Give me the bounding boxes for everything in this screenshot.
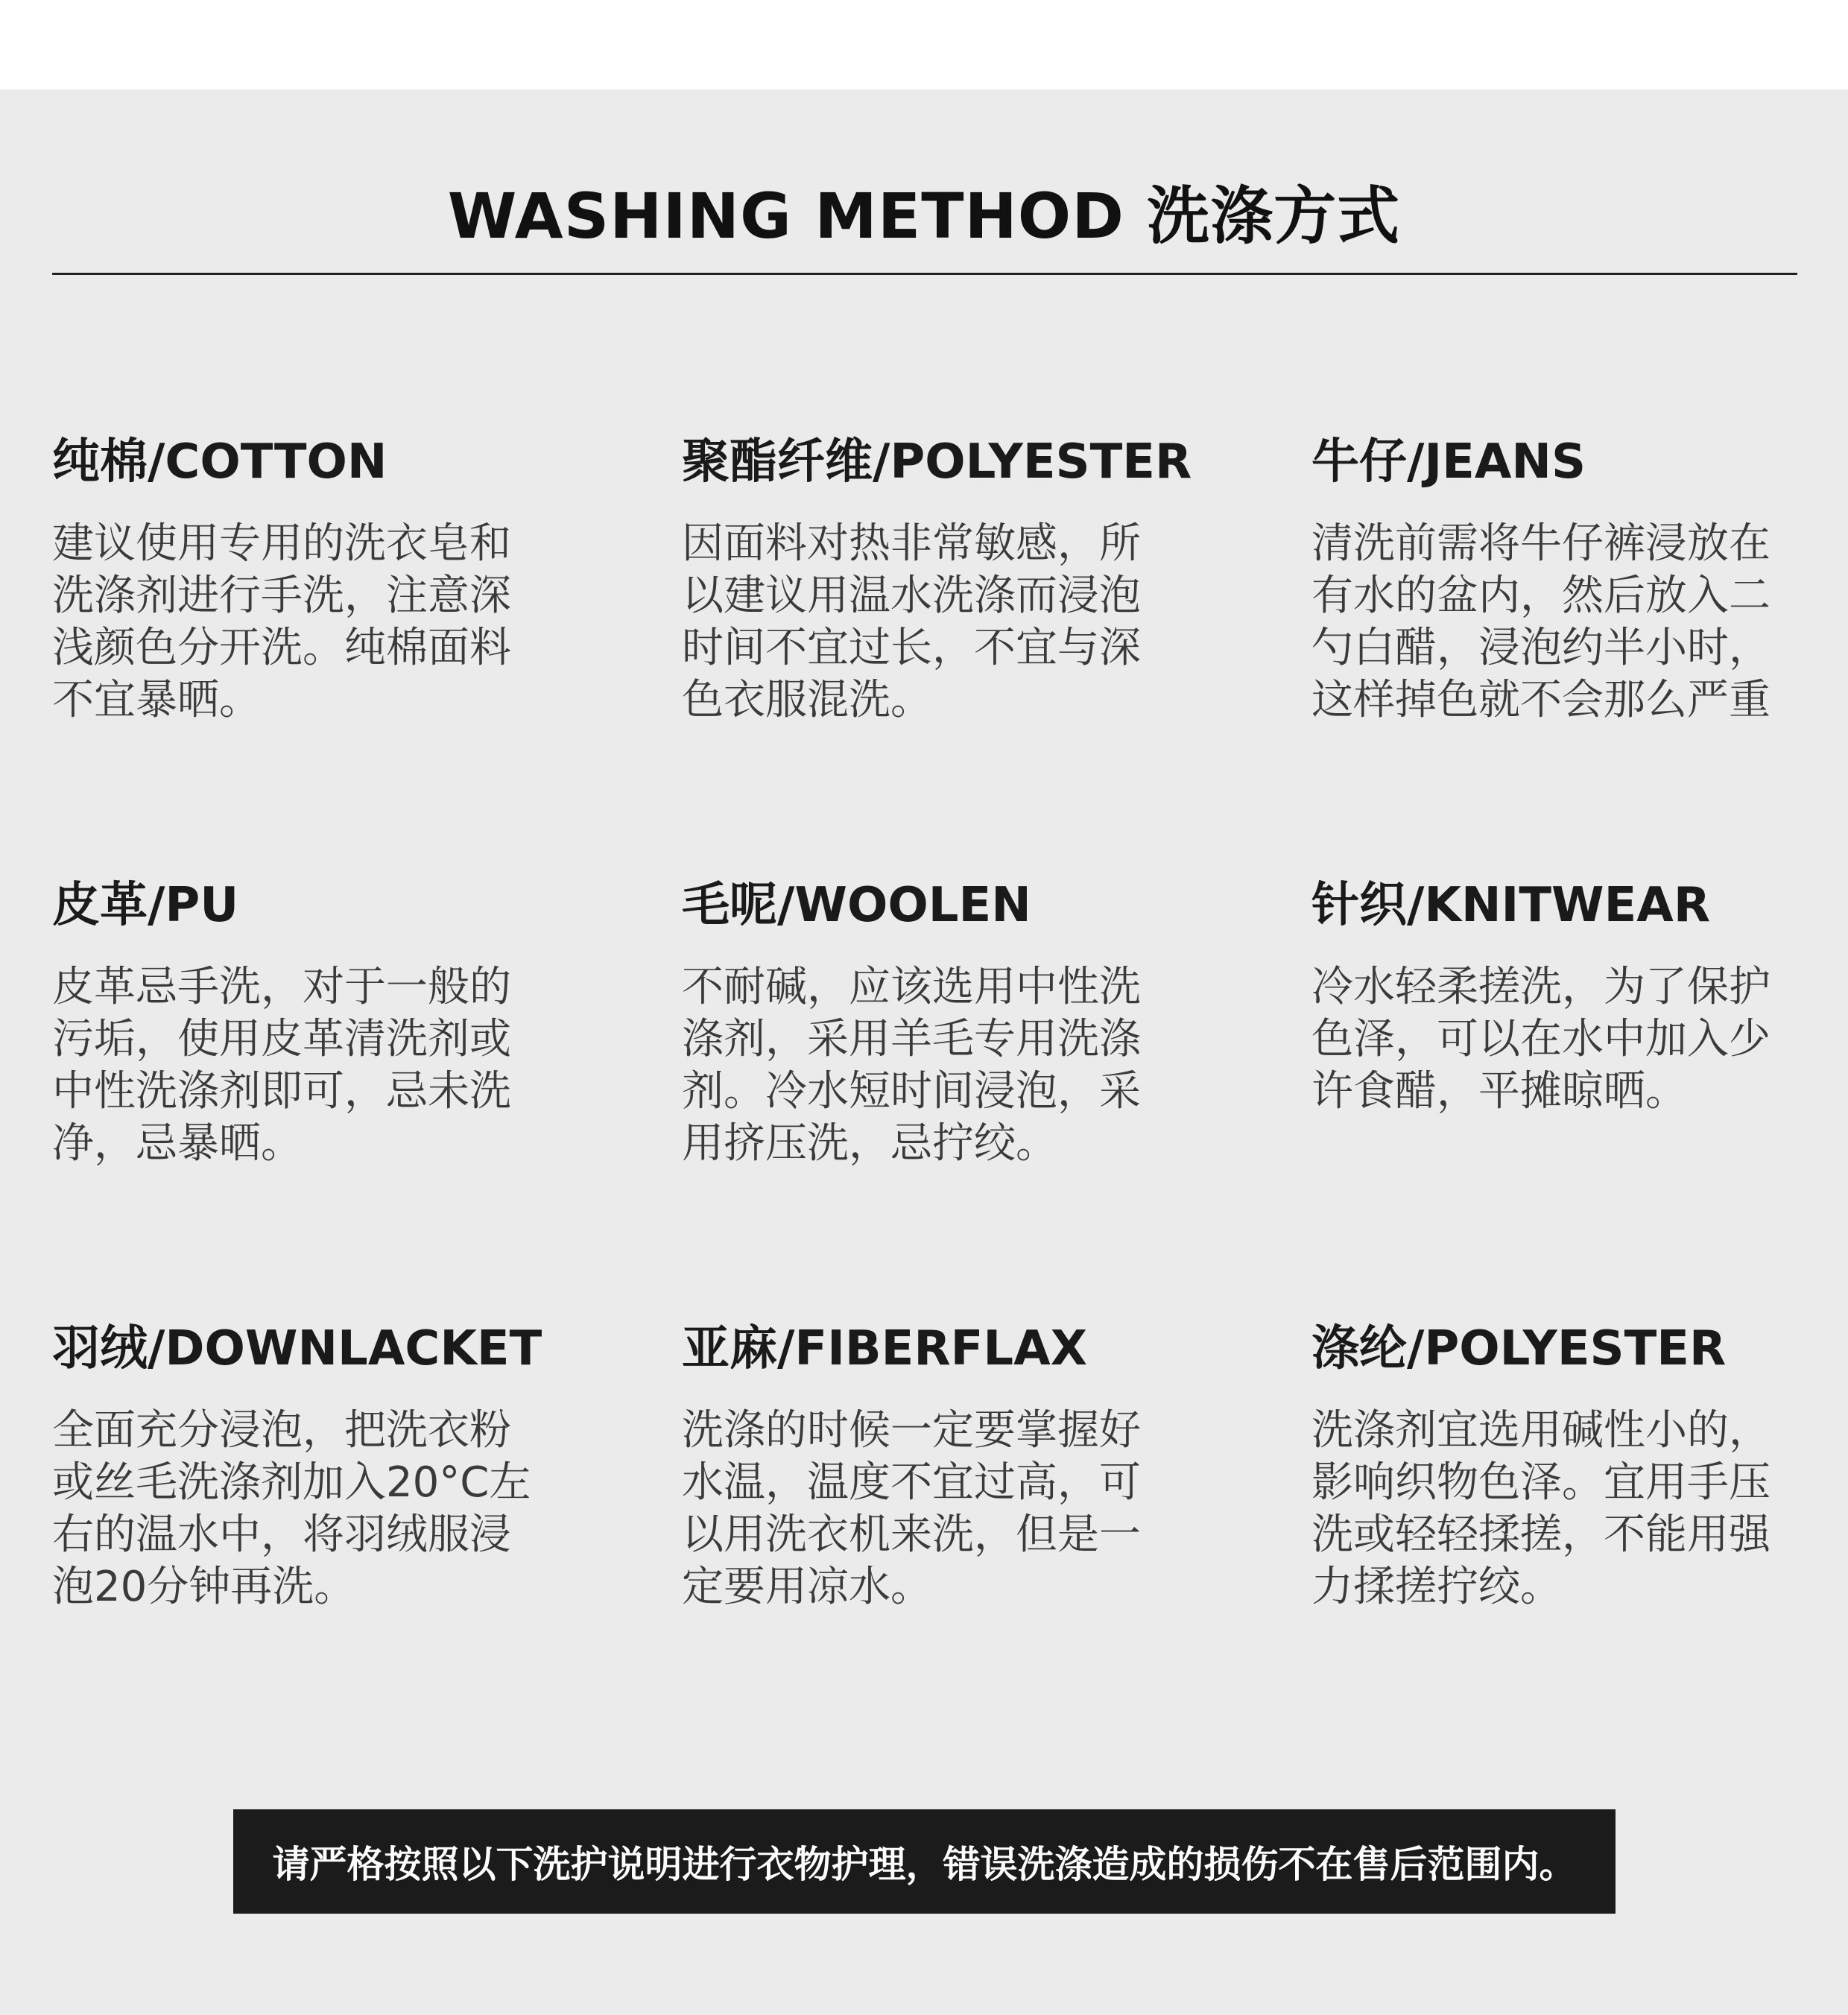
card-fiberflax: [682, 1315, 1311, 1759]
card-title: 纯棉/COTTON: [52, 434, 387, 490]
card-body: 清洗前需将牛仔裤浸放在有水的盆内，然后放入二勺白醋，浸泡约半小时，这样掉色就不会那么严重: [1311, 519, 1771, 724]
card-title: 针织/KNITWEAR: [1311, 878, 1711, 933]
card-title: 聚酯纤维/POLYESTER: [682, 434, 1192, 490]
card-body: 因面料对热非常敏感，所以建议用温水洗涤而浸泡时间不宜过长，不宜与深色衣服混洗。: [682, 519, 1141, 724]
card-body: 建议使用专用的洗衣皂和洗涤剂进行手洗，注意深浅颜色分开洗。纯棉面料不宜暴晒。: [52, 519, 511, 724]
notice-banner: [233, 1809, 1616, 1914]
title-divider: [52, 273, 1797, 275]
card-body: 洗涤的时候一定要掌握好水温，温度不宜过高，可以用洗衣机来洗，但是一定要用凉水。: [682, 1406, 1141, 1611]
card-downjacket: [52, 1315, 682, 1759]
card-jeans: [1311, 428, 1797, 872]
card-title: 皮革/PU: [52, 878, 239, 933]
card-title: 牛仔/JEANS: [1311, 434, 1586, 490]
card-body: 全面充分浸泡，把洗衣粉或丝毛洗涤剂加入20°C左右的温水中，将羽绒服浸泡20分钟再洗。: [52, 1406, 531, 1611]
card-body: 不耐碱，应该选用中性洗涤剂，采用羊毛专用洗涤剂。冷水短时间浸泡，采用挤压洗，忌拧绞。: [682, 963, 1141, 1168]
notice-text: 请严格按照以下洗护说明进行衣物护理，错误洗涤造成的损伤不在售后范围内。: [272, 1843, 1577, 1886]
card-body: 洗涤剂宜选用碱性小的，影响织物色泽。宜用手压洗或轻轻揉搓，不能用强力揉搓拧绞。: [1311, 1406, 1771, 1611]
card-title: 毛呢/WOOLEN: [682, 878, 1031, 933]
card-pu: [52, 872, 682, 1315]
washing-method-grid: [52, 428, 1797, 1759]
card-woolen: [682, 872, 1311, 1315]
page-title: WASHING METHOD 洗涤方式: [447, 180, 1401, 253]
card-polyester-fiber: [682, 428, 1311, 872]
card-body: 皮革忌手洗，对于一般的污垢，使用皮革清洗剂或中性洗涤剂即可，忌未洗净，忌暴晒。: [52, 963, 511, 1168]
card-title: 亚麻/FIBERFLAX: [682, 1321, 1088, 1376]
card-title: 涤纶/POLYESTER: [1311, 1321, 1727, 1376]
card-polyester: [1311, 1315, 1797, 1759]
card-body: 冷水轻柔搓洗，为了保护色泽，可以在水中加入少许食醋，平摊晾晒。: [1311, 963, 1771, 1116]
card-knitwear: [1311, 872, 1797, 1315]
card-cotton: [52, 428, 682, 872]
card-title: 羽绒/DOWNLACKET: [52, 1321, 542, 1376]
